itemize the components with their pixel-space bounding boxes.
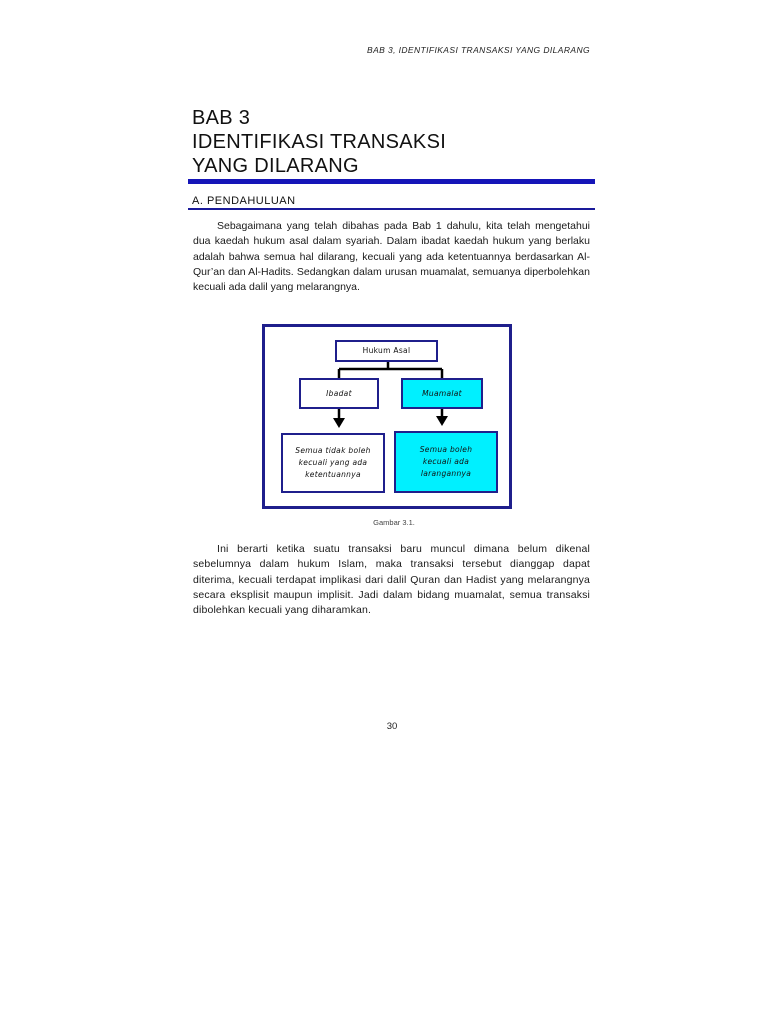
title-divider [188,179,595,184]
paragraph-intro [193,219,590,295]
chapter-title-line-2: YANG DILARANG [192,155,359,177]
chapter-title-line-1: IDENTIFIKASI TRANSAKSI [192,131,447,153]
section-heading: A. PENDAHULUAN [192,195,296,207]
node-muamalat-rule [394,431,498,493]
running-header: BAB 3, IDENTIFIKASI TRANSAKSI YANG DILARANG [367,45,590,55]
section-divider [188,208,595,210]
node-muamalat-label: Muamalat [422,388,462,398]
node-hukum-asal [335,340,438,362]
node-hukum-asal-label: Hukum Asal [362,346,411,355]
paragraph-explanation-text: Ini berarti ketika suatu transaksi baru muncul dimana belum dikenal sebelumnya dalam hukum Islam, maka transaksi tersebut dianggap dapat diterima, kecuali terdapat implikasi dari dalil Quran dan Hadist yang melarangnya secara eksplisit maupun implisit. Jadi dalam bidang muamalat, semua transaksi dibolehkan kecuali yang diharamkan. [193,543,590,617]
figure-caption: Gambar 3.1. [373,518,415,527]
chapter-title [192,106,446,178]
node-ibadat-rule-text: Semua tidak boleh kecuali yang ada ketentuannya [295,446,371,479]
paragraph-intro-text: Sebagaimana yang telah dibahas pada Bab 1 dahulu, kita telah mengetahui dua kaedah hukum asal dalam syariah. Dalam ibadat kaedah hukum yang berlaku adalah bahwa semua hal dilarang, kecuali yang ada ketentuannya berdasarkan Al-Qur’an dan Al-Hadits. Sedangkan dalam urusan muamalat, semuanya diperbolehkan kecuali ada dalil yang melarangnya. [193,220,590,294]
paragraph-explanation [193,542,590,618]
node-ibadat-label: Ibadat [326,388,352,398]
node-muamalat-rule-text: Semua boleh kecuali ada larangannya [419,445,473,478]
page-number: 30 [386,721,398,732]
node-muamalat [401,378,483,409]
node-ibadat [299,378,379,409]
node-ibadat-rule [281,433,385,493]
chapter-number: BAB 3 [192,107,251,129]
